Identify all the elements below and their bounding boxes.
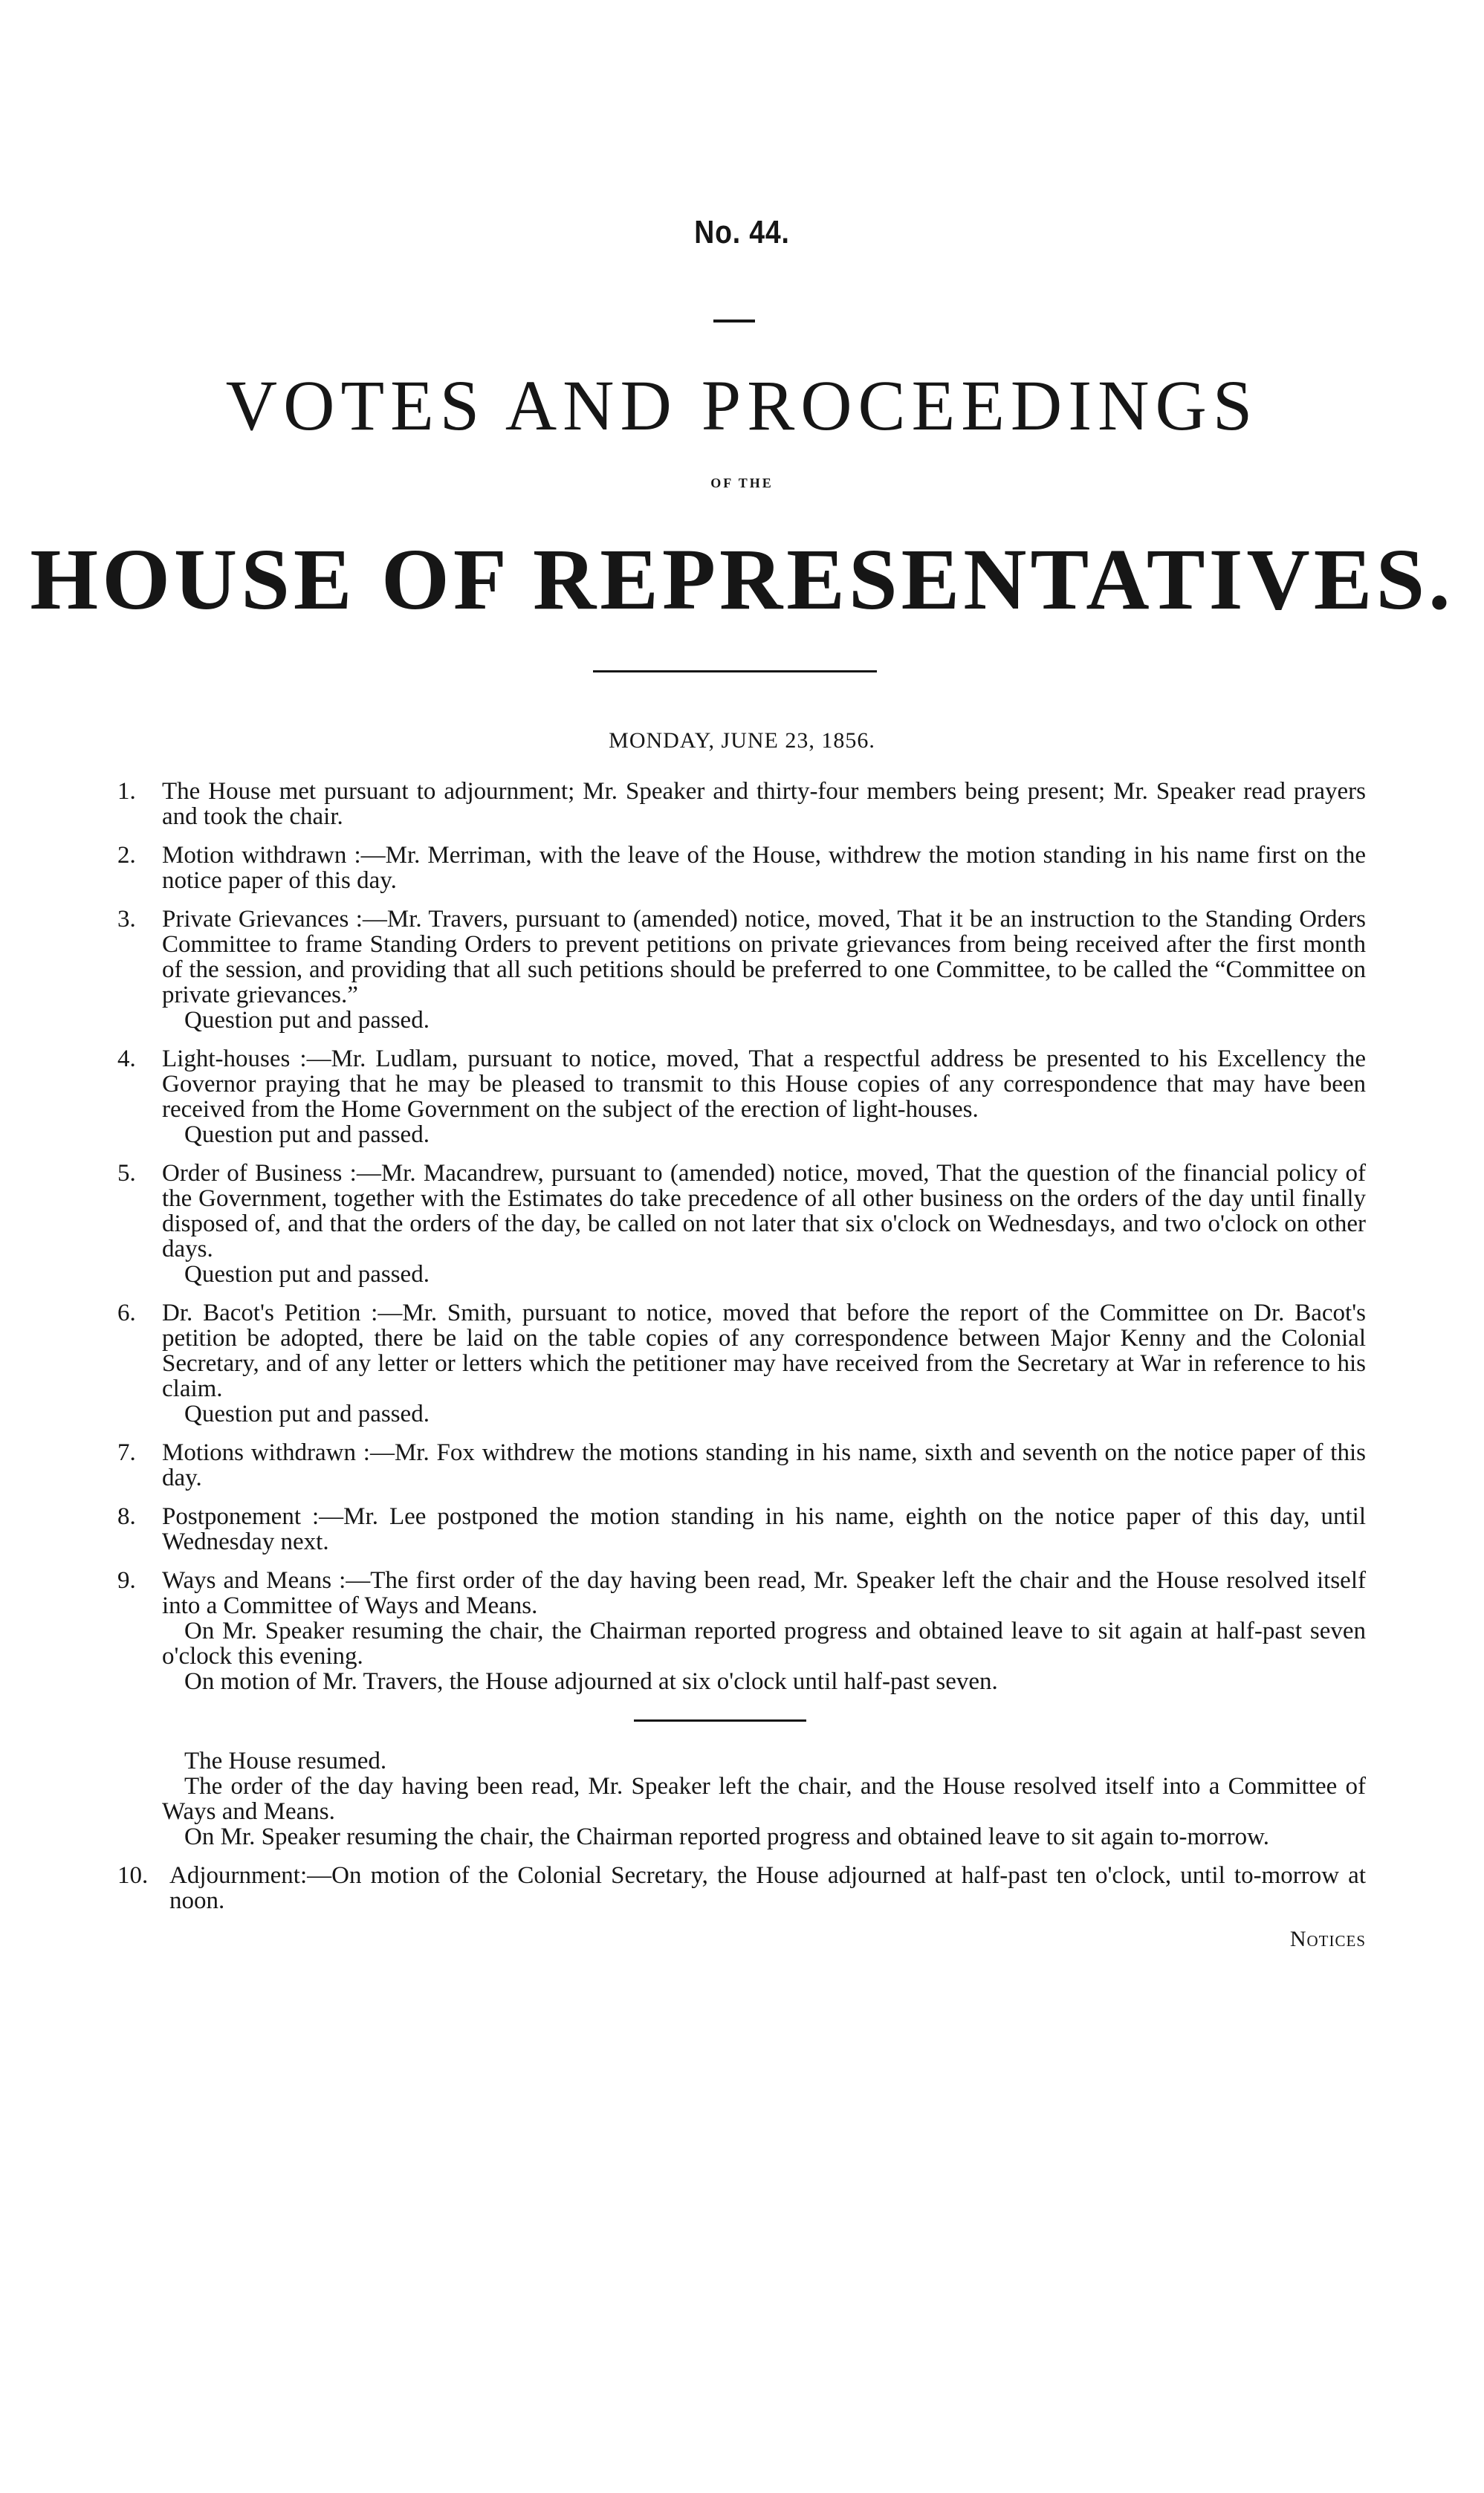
proceedings-list: [117, 779, 1366, 1952]
document-number: No. 44.: [694, 214, 790, 250]
item-number: 10.: [117, 1862, 149, 1889]
proceeding-item: [117, 1568, 1366, 1694]
item-question-note: Question put and passed.: [184, 1261, 430, 1288]
item-text: Private Grievances :—Mr. Travers, pursuant to (amended) notice, moved, That it be an instruction to the Standing Orders Committee to frame Standing Orders to prevent petitions on private grievances from being received after the first month of the session, and providing that all such petitions should be preferred to one Committee, to be called the “Committee on private grievances.”: [162, 906, 1366, 1008]
item-number: 6.: [117, 1300, 136, 1326]
item-text: The House met pursuant to adjournment; Mr. Speaker and thirty-four members being present; Mr. Speaker read prayers and took the chair.: [162, 778, 1366, 830]
proceeding-item: [117, 1440, 1366, 1491]
item-number: 1.: [117, 778, 136, 805]
item-paragraph: On motion of Mr. Travers, the House adjourned at six o'clock until half-past seven.: [184, 1668, 998, 1695]
header-rule: [713, 320, 755, 322]
proceeding-item: [117, 907, 1366, 1033]
item-text: Motions withdrawn :—Mr. Fox withdrew the motions standing in his name, sixth and seventh on the notice paper of this day.: [162, 1439, 1366, 1491]
proceeding-item: [117, 779, 1366, 829]
item-question-note: Question put and passed.: [184, 1007, 430, 1034]
title-votes-and-proceedings: VOTES AND PROCEEDINGS: [225, 366, 1259, 445]
title-of-the: OF THE: [710, 476, 774, 490]
proceeding-item: [117, 1863, 1366, 1913]
item-number: 3.: [117, 906, 136, 933]
house-resumed-section: [117, 1748, 1366, 1850]
item-text: Dr. Bacot's Petition :—Mr. Smith, pursuant to notice, moved that before the report of the Committee on Dr. Bacot's petition be adopted, there be laid on the table copies of any correspondence between Major Kenny and the Colonial Secretary, and of any letter or letters which the petitioner may have received from the Secretary at War in reference to his claim.: [162, 1300, 1366, 1402]
item-question-note: Question put and passed.: [184, 1401, 430, 1427]
title-house-of-representatives: HOUSE OF REPRESENTATIVES.: [30, 531, 1454, 628]
title-rule: [593, 670, 877, 672]
item-text: Order of Business :—Mr. Macandrew, pursuant to (amended) notice, moved, That the question of the financial policy of the Government, together with the Estimates do take precedence of all other business on the orders of the day until finally disposed of, and that the orders of the day, be called on not later that six o'clock on Wednesdays, and two o'clock on other days.: [162, 1160, 1366, 1262]
item-question-note: Question put and passed.: [184, 1121, 430, 1148]
item-number: 4.: [117, 1045, 136, 1072]
item-number: 9.: [117, 1567, 136, 1594]
resumed-paragraph: The order of the day having been read, Mr. Speaker left the chair, and the House resolved itself into a Committee of Ways and Means.: [162, 1773, 1366, 1825]
item-text: Ways and Means :—The first order of the day having been read, Mr. Speaker left the chair and the House resolved itself into a Committee of Ways and Means.: [162, 1567, 1366, 1619]
item-number: 5.: [117, 1160, 136, 1187]
item-text: Light-houses :—Mr. Ludlam, pursuant to notice, moved, That a respectful address be presented to his Excellency the Governor praying that he may be pleased to transmit to this House copies of any correspondence that may have been received from the Home Government on the subject of the erection of light-houses.: [162, 1045, 1366, 1123]
item-number: 8.: [117, 1503, 136, 1530]
resumed-paragraph: The House resumed.: [184, 1748, 387, 1774]
item-number: 2.: [117, 842, 136, 869]
item-text: Postponement :—Mr. Lee postponed the motion standing in his name, eighth on the notice paper of this day, until Wednesday next.: [162, 1503, 1366, 1555]
catchword-notices: Notices: [1289, 1927, 1366, 1951]
proceeding-item: [117, 1504, 1366, 1555]
sitting-date: MONDAY, JUNE 23, 1856.: [609, 728, 875, 753]
proceeding-item: [117, 1300, 1366, 1427]
resumed-paragraph: On Mr. Speaker resuming the chair, the Chairman reported progress and obtained leave to sit again to-morrow.: [184, 1823, 1270, 1850]
proceeding-item: [117, 1046, 1366, 1147]
item-text: Motion withdrawn :—Mr. Merriman, with the leave of the House, withdrew the motion standing in his name first on the notice paper of this day.: [162, 842, 1366, 894]
item-text: Adjournment:—On motion of the Colonial Secretary, the House adjourned at half-past ten o'clock, until to-morrow at noon.: [169, 1862, 1366, 1914]
proceeding-item: [117, 843, 1366, 893]
item-paragraph: On Mr. Speaker resuming the chair, the Chairman reported progress and obtained leave to sit again at half-past seven o'clock this evening.: [162, 1618, 1366, 1670]
item-number: 7.: [117, 1439, 136, 1466]
proceeding-item: [117, 1161, 1366, 1287]
section-rule: [634, 1719, 806, 1722]
